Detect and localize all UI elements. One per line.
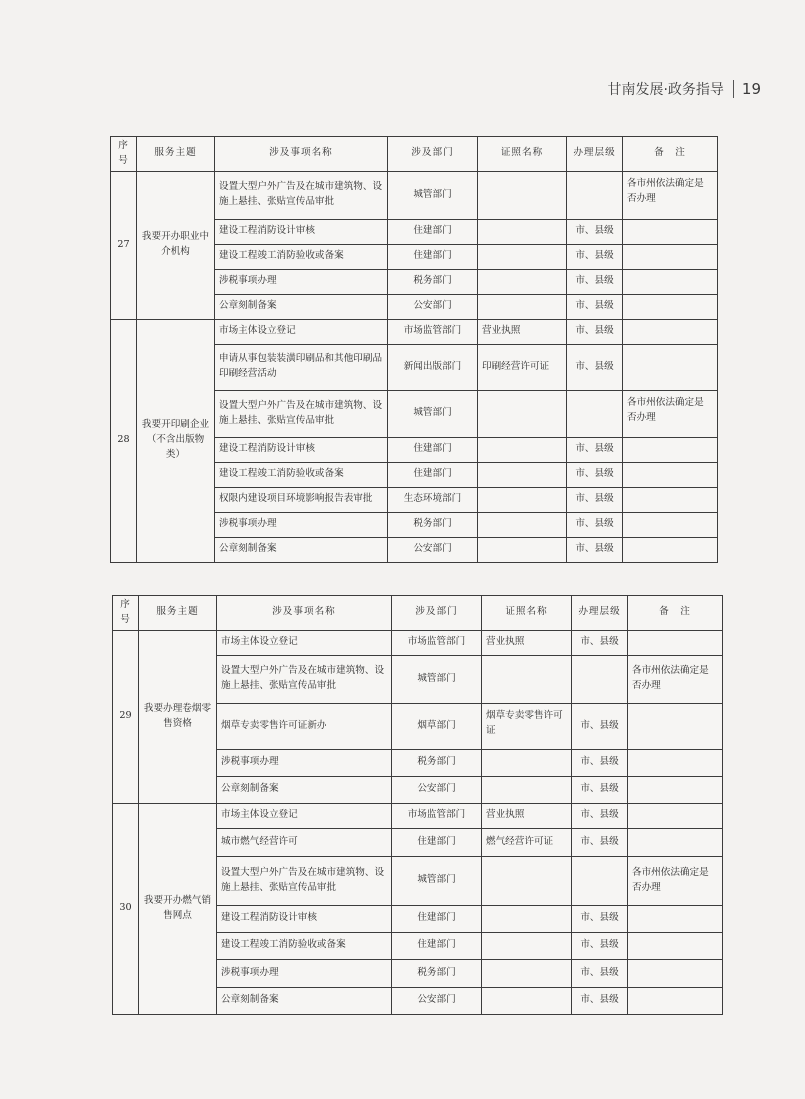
dept: 税务部门	[392, 749, 482, 776]
level: 市、县级	[572, 987, 628, 1014]
col-header-license: 证照名称	[478, 137, 567, 172]
note	[628, 803, 723, 828]
group-theme: 我要开办燃气销售网点	[139, 803, 217, 1014]
col-header-dept: 涉及部门	[388, 137, 478, 172]
dept: 公安部门	[388, 294, 478, 319]
level: 市、县级	[567, 487, 623, 512]
level: 市、县级	[572, 828, 628, 856]
note	[623, 244, 718, 269]
dept: 城管部门	[388, 171, 478, 219]
item-name: 设置大型户外广告及在城市建筑物、设施上悬挂、张贴宣传品审批	[217, 655, 392, 703]
col-header-theme: 服务主题	[137, 137, 215, 172]
license	[478, 171, 567, 219]
dept: 公安部门	[392, 776, 482, 803]
license	[478, 462, 567, 487]
dept: 城管部门	[392, 856, 482, 905]
level: 市、县级	[567, 437, 623, 462]
dept: 住建部门	[388, 462, 478, 487]
item-name: 市场主体设立登记	[215, 319, 388, 344]
table-row	[111, 319, 718, 344]
page-number: 19	[741, 80, 761, 98]
dept: 公安部门	[388, 537, 478, 562]
item-name: 建设工程竣工消防验收或备案	[217, 932, 392, 959]
license	[478, 437, 567, 462]
dept: 税务部门	[388, 269, 478, 294]
group-no: 27	[111, 171, 137, 319]
col-header-seq: 序号	[111, 137, 137, 172]
level: 市、县级	[572, 932, 628, 959]
note	[628, 749, 723, 776]
note: 各市州依法确定是否办理	[623, 171, 718, 219]
item-name: 涉税事项办理	[217, 749, 392, 776]
note	[623, 437, 718, 462]
dept: 新闻出版部门	[388, 344, 478, 390]
license	[478, 269, 567, 294]
item-name: 涉税事项办理	[215, 512, 388, 537]
note: 各市州依法确定是否办理	[628, 655, 723, 703]
item-name: 建设工程消防设计审核	[215, 219, 388, 244]
table-row	[111, 171, 718, 219]
note: 各市州依法确定是否办理	[628, 856, 723, 905]
level: 市、县级	[567, 537, 623, 562]
col-header-theme: 服务主题	[139, 596, 217, 631]
dept: 住建部门	[388, 437, 478, 462]
dept: 城管部门	[392, 655, 482, 703]
license: 燃气经营许可证	[482, 828, 572, 856]
note	[628, 905, 723, 932]
item-name: 公章刻制备案	[217, 776, 392, 803]
dept: 城管部门	[388, 390, 478, 437]
item-name: 市场主体设立登记	[217, 630, 392, 655]
col-header-item: 涉及事项名称	[217, 596, 392, 631]
note	[628, 959, 723, 987]
note	[623, 512, 718, 537]
col-header-seq: 序号	[113, 596, 139, 631]
license	[478, 294, 567, 319]
level: 市、县级	[567, 294, 623, 319]
dept: 市场监管部门	[388, 319, 478, 344]
item-name: 公章刻制备案	[217, 987, 392, 1014]
level: 市、县级	[572, 703, 628, 749]
table-row	[113, 630, 723, 655]
item-name: 公章刻制备案	[215, 537, 388, 562]
level: 市、县级	[567, 462, 623, 487]
table-header-row	[111, 137, 718, 172]
services-table-2	[112, 595, 723, 1015]
note	[623, 344, 718, 390]
group-theme: 我要办理卷烟零售资格	[139, 630, 217, 803]
note	[628, 630, 723, 655]
dept: 住建部门	[388, 244, 478, 269]
license	[482, 655, 572, 703]
table-row	[113, 803, 723, 828]
note	[623, 294, 718, 319]
item-name: 权限内建设项目环境影响报告表审批	[215, 487, 388, 512]
license: 营业执照	[478, 319, 567, 344]
dept: 住建部门	[392, 905, 482, 932]
dept: 市场监管部门	[392, 803, 482, 828]
note	[623, 487, 718, 512]
license	[482, 932, 572, 959]
note	[628, 987, 723, 1014]
item-name: 涉税事项办理	[215, 269, 388, 294]
license	[482, 987, 572, 1014]
level: 市、县级	[572, 803, 628, 828]
license	[478, 219, 567, 244]
note	[628, 828, 723, 856]
item-name: 建设工程竣工消防验收或备案	[215, 244, 388, 269]
table-header-row	[113, 596, 723, 631]
item-name: 市场主体设立登记	[217, 803, 392, 828]
item-name: 公章刻制备案	[215, 294, 388, 319]
license	[478, 244, 567, 269]
license	[482, 776, 572, 803]
dept: 生态环境部门	[388, 487, 478, 512]
level	[567, 171, 623, 219]
col-header-note: 备 注	[628, 596, 723, 631]
license: 营业执照	[482, 803, 572, 828]
note	[628, 703, 723, 749]
note	[628, 932, 723, 959]
license	[478, 537, 567, 562]
level: 市、县级	[572, 630, 628, 655]
note: 各市州依法确定是否办理	[623, 390, 718, 437]
level: 市、县级	[572, 776, 628, 803]
license	[482, 959, 572, 987]
level	[572, 856, 628, 905]
col-header-level: 办理层级	[567, 137, 623, 172]
license	[482, 749, 572, 776]
group-theme: 我要开办职业中介机构	[137, 171, 215, 319]
level	[567, 390, 623, 437]
level: 市、县级	[567, 219, 623, 244]
item-name: 建设工程竣工消防验收或备案	[215, 462, 388, 487]
services-table-1	[110, 136, 718, 563]
level	[572, 655, 628, 703]
level: 市、县级	[572, 749, 628, 776]
level: 市、县级	[567, 512, 623, 537]
dept: 税务部门	[388, 512, 478, 537]
group-no: 28	[111, 319, 137, 562]
item-name: 设置大型户外广告及在城市建筑物、设施上悬挂、张贴宣传品审批	[217, 856, 392, 905]
license	[478, 487, 567, 512]
item-name: 设置大型户外广告及在城市建筑物、设施上悬挂、张贴宣传品审批	[215, 390, 388, 437]
license	[482, 856, 572, 905]
item-name: 建设工程消防设计审核	[215, 437, 388, 462]
page-header	[607, 78, 761, 100]
license: 营业执照	[482, 630, 572, 655]
header-divider	[733, 80, 734, 98]
item-name: 城市燃气经营许可	[217, 828, 392, 856]
dept: 住建部门	[388, 219, 478, 244]
col-header-note: 备 注	[623, 137, 718, 172]
license	[482, 905, 572, 932]
dept: 烟草部门	[392, 703, 482, 749]
license: 印刷经营许可证	[478, 344, 567, 390]
col-header-dept: 涉及部门	[392, 596, 482, 631]
header-title: 甘南发展·政务指导	[607, 82, 724, 98]
group-no: 29	[113, 630, 139, 803]
level: 市、县级	[567, 269, 623, 294]
note	[623, 462, 718, 487]
dept: 公安部门	[392, 987, 482, 1014]
item-name: 建设工程消防设计审核	[217, 905, 392, 932]
group-theme: 我要开印刷企业（不含出版物类）	[137, 319, 215, 562]
note	[623, 537, 718, 562]
col-header-license: 证照名称	[482, 596, 572, 631]
item-name: 设置大型户外广告及在城市建筑物、设施上悬挂、张贴宣传品审批	[215, 171, 388, 219]
level: 市、县级	[567, 319, 623, 344]
dept: 税务部门	[392, 959, 482, 987]
note	[623, 269, 718, 294]
note	[623, 319, 718, 344]
license	[478, 512, 567, 537]
license: 烟草专卖零售许可证	[482, 703, 572, 749]
license	[478, 390, 567, 437]
note	[628, 776, 723, 803]
level: 市、县级	[572, 959, 628, 987]
level: 市、县级	[567, 344, 623, 390]
level: 市、县级	[572, 905, 628, 932]
col-header-item: 涉及事项名称	[215, 137, 388, 172]
item-name: 涉税事项办理	[217, 959, 392, 987]
dept: 住建部门	[392, 828, 482, 856]
level: 市、县级	[567, 244, 623, 269]
note	[623, 219, 718, 244]
dept: 住建部门	[392, 932, 482, 959]
dept: 市场监管部门	[392, 630, 482, 655]
group-no: 30	[113, 803, 139, 1014]
item-name: 烟草专卖零售许可证新办	[217, 703, 392, 749]
item-name: 申请从事包装装潢印刷品和其他印刷品印刷经营活动	[215, 344, 388, 390]
col-header-level: 办理层级	[572, 596, 628, 631]
